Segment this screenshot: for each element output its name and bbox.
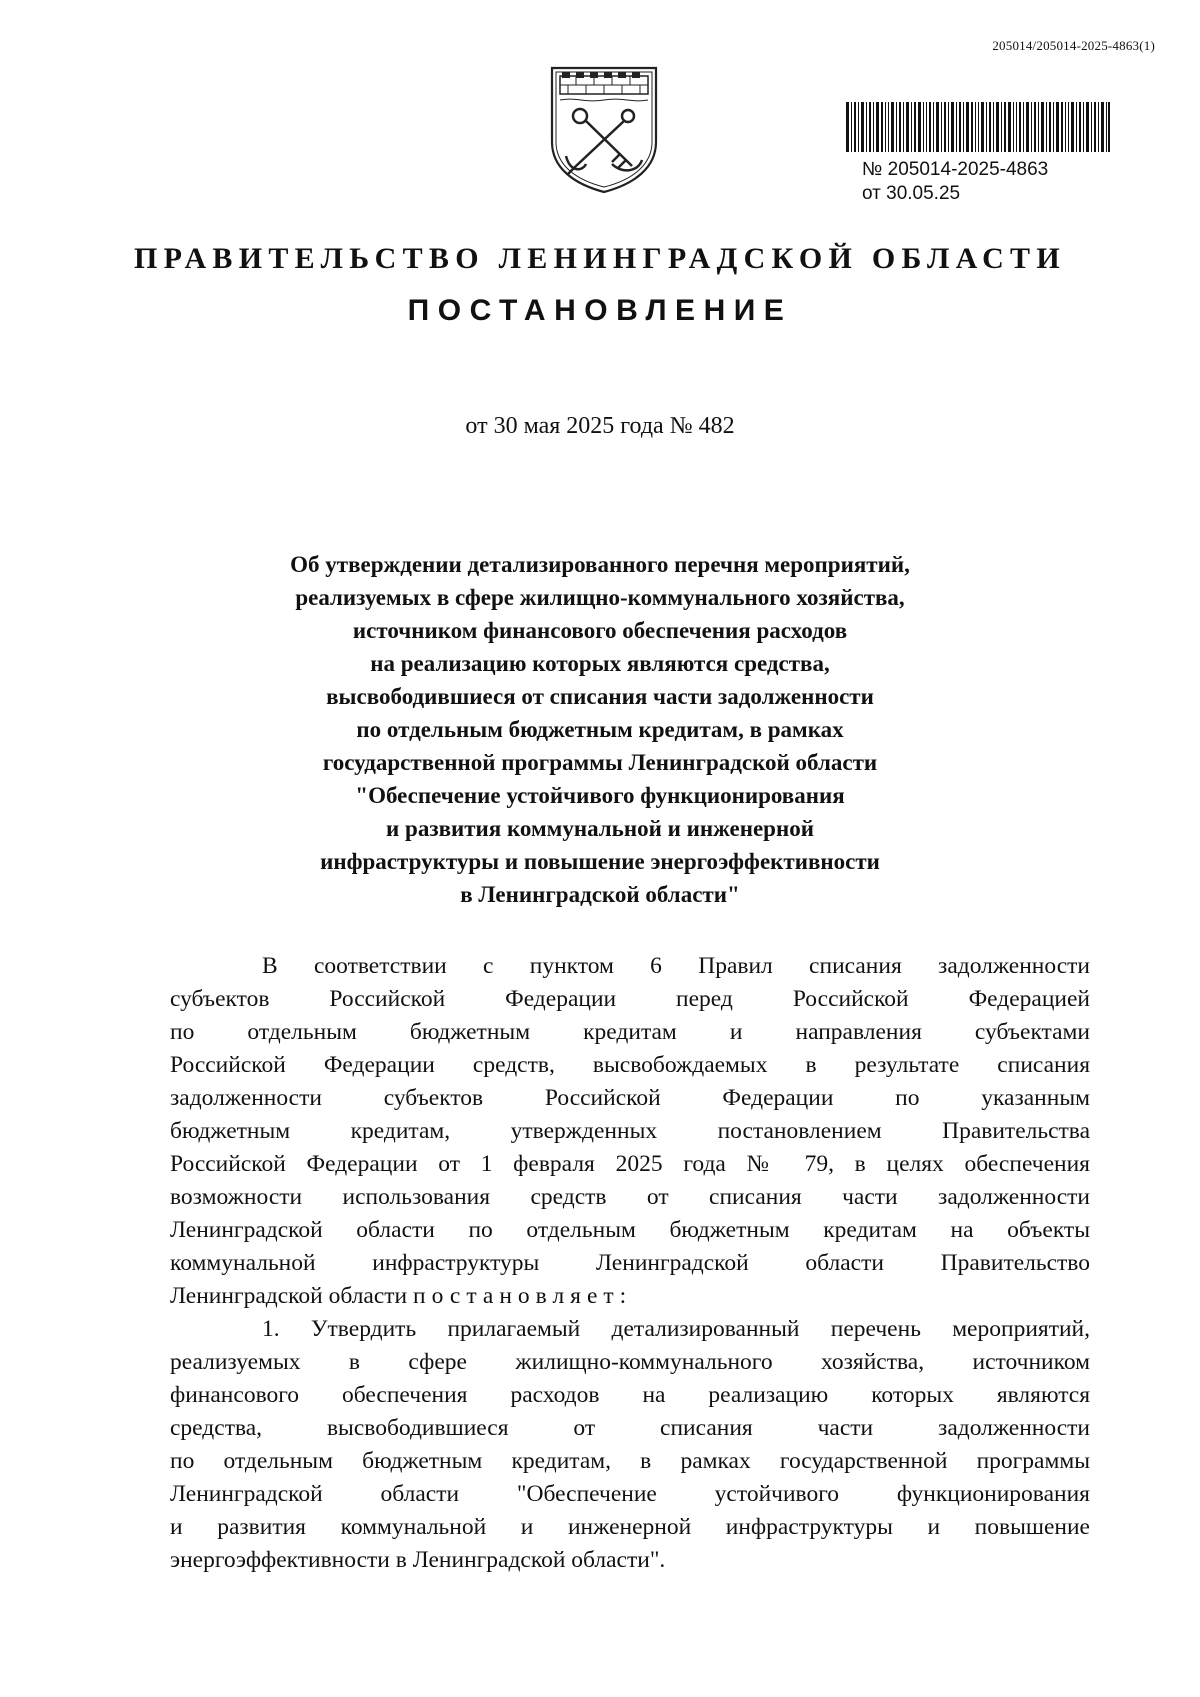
body-line: по отдельным бюджетным кредитам, в рамках государственной программы — [170, 1448, 1090, 1474]
body-line: задолженности субъектов Российской Федерации по указанным — [170, 1085, 1090, 1111]
subject-line: и развития коммунальной и инженерной — [386, 816, 814, 841]
registration-block — [862, 158, 1048, 206]
body-line: реализуемых в сфере жилищно-коммунального хозяйства, источником — [170, 1349, 1090, 1375]
body-line: Ленинградской области по отдельным бюджетным кредитам на объекты — [170, 1217, 1090, 1243]
subject-line: реализуемых в сфере жилищно-коммунального хозяйства, — [295, 585, 905, 610]
body-line: средства, высвободившиеся от списания части задолженности — [170, 1415, 1090, 1441]
resolves-phrase: постановляет: — [413, 1283, 633, 1309]
document-date-number: от 30 мая 2025 года № 482 — [465, 413, 735, 439]
body-line: финансового обеспечения расходов на реализацию которых являются — [170, 1382, 1090, 1408]
body-line: 1. Утвердить прилагаемый детализированный перечень мероприятий, — [262, 1316, 1090, 1342]
government-title: ПРАВИТЕЛЬСТВО ЛЕНИНГРАДСКОЙ ОБЛАСТИ — [134, 242, 1066, 275]
subject-line: источником финансового обеспечения расходов — [352, 618, 848, 643]
subject-line: высвободившиеся от списания части задолженности — [326, 684, 874, 709]
body-line: субъектов Российской Федерации перед Российской Федерацией — [170, 986, 1090, 1012]
body-line-prefix: Ленинградской области — [170, 1283, 408, 1309]
subject-line: на реализацию которых являются средства, — [370, 651, 830, 676]
body-line: и развития коммунальной и инженерной инфраструктуры и повышение — [170, 1514, 1090, 1540]
subject-line: по отдельным бюджетным кредитам, в рамках — [356, 717, 844, 742]
leningrad-oblast-coat-of-arms-icon — [546, 64, 662, 196]
body-line: по отдельным бюджетным кредитам и направления субъектами — [170, 1019, 1090, 1045]
clause-1-paragraph — [170, 1313, 1090, 1577]
body-line-final — [170, 1280, 1090, 1313]
subject-line: государственной программы Ленинградской области — [322, 750, 878, 775]
preamble-paragraph — [170, 950, 1090, 1313]
body-line: бюджетным кредитам, утвержденных постановлением Правительства — [170, 1118, 1090, 1144]
body-line: Российской Федерации от 1 февраля 2025 года № 79, в целях обеспечения — [170, 1151, 1090, 1177]
subject-line: Об утверждении детализированного перечня мероприятий, — [290, 552, 910, 577]
body-line: возможности использования средств от списания части задолженности — [170, 1184, 1090, 1210]
document-type: ПОСТАНОВЛЕНИЕ — [407, 294, 793, 327]
barcode-icon — [846, 102, 1110, 152]
body-line: коммунальной инфраструктуры Ленинградской области Правительство — [170, 1250, 1090, 1276]
registration-number: № 205014-2025-4863 — [862, 159, 1049, 180]
document-body — [170, 950, 1090, 1577]
document-subject — [170, 548, 1030, 911]
body-line: Ленинградской области "Обеспечение устойчивого функционирования — [170, 1481, 1090, 1507]
subject-line: в Ленинградской области" — [460, 882, 740, 907]
body-line: энергоэффективности в Ленинградской области". — [170, 1547, 666, 1573]
body-line: Российской Федерации средств, высвобождаемых в результате списания — [170, 1052, 1090, 1078]
document-reference: 205014/205014-2025-4863(1) — [992, 38, 1155, 53]
body-line: В соответствии с пунктом 6 Правил списания задолженности — [262, 953, 1090, 979]
registration-date: от 30.05.25 — [862, 183, 961, 204]
subject-line: "Обеспечение устойчивого функционирования — [355, 783, 845, 808]
subject-line: инфраструктуры и повышение энергоэффективности — [320, 849, 880, 874]
